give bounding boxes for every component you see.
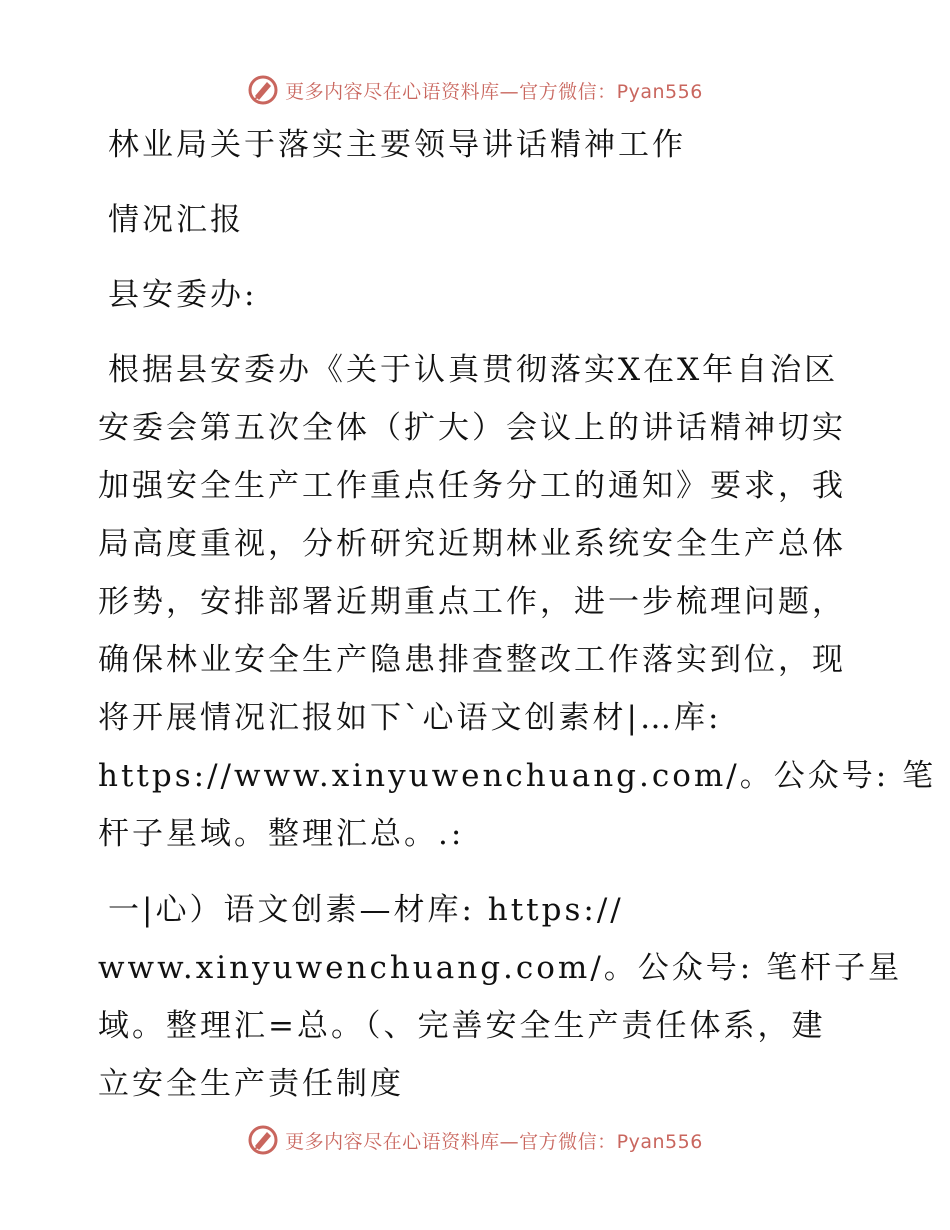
pen-logo-icon	[247, 1124, 279, 1156]
salutation: 县安委办:	[108, 277, 258, 313]
paragraph-2-line-2: www.xinyuwenchuang.com/。公众号: 笔杆子星	[98, 950, 903, 986]
header-watermark-banner	[0, 70, 950, 110]
footer-watermark-banner	[0, 1120, 950, 1160]
paragraph-1-line-3: 加强安全生产工作重点任务分工的通知》要求，我	[98, 468, 846, 504]
paragraph-1-line-9: 杆子星域。整理汇总。.:	[98, 816, 465, 852]
document-title-line-1: 林业局关于落实主要领导讲话精神工作	[108, 127, 686, 163]
paragraph-1-line-8: https://www.xinyuwenchuang.com/。公众号: 笔	[98, 758, 937, 794]
paragraph-2-line-4: 立安全生产责任制度	[98, 1066, 404, 1102]
document-title-line-2: 情况汇报	[108, 202, 244, 238]
paragraph-1-line-6: 确保林业安全生产隐患排查整改工作落实到位，现	[98, 642, 846, 678]
paragraph-1-line-7: 将开展情况汇报如下`心语文创素材|…库:	[98, 700, 722, 736]
footer-watermark-text: 更多内容尽在心语资料库—官方微信：Pyan556	[285, 1130, 703, 1153]
header-watermark-text: 更多内容尽在心语资料库—官方微信：Pyan556	[285, 80, 703, 103]
paragraph-1-line-1: 根据县安委办《关于认真贯彻落实X在X年自治区	[108, 352, 839, 388]
paragraph-1-line-4: 局高度重视，分析研究近期林业系统安全生产总体	[98, 526, 846, 562]
pen-logo-icon	[247, 74, 279, 106]
paragraph-2-line-1: 一|心）语文创素—材库: https://	[108, 892, 624, 928]
paragraph-1-line-5: 形势，安排部署近期重点工作，进一步梳理问题，	[98, 584, 846, 620]
paragraph-1-line-2: 安委会第五次全体（扩大）会议上的讲话精神切实	[98, 410, 846, 446]
paragraph-2-line-3: 域。整理汇=总。（、完善安全生产责任体系，建	[98, 1008, 826, 1044]
